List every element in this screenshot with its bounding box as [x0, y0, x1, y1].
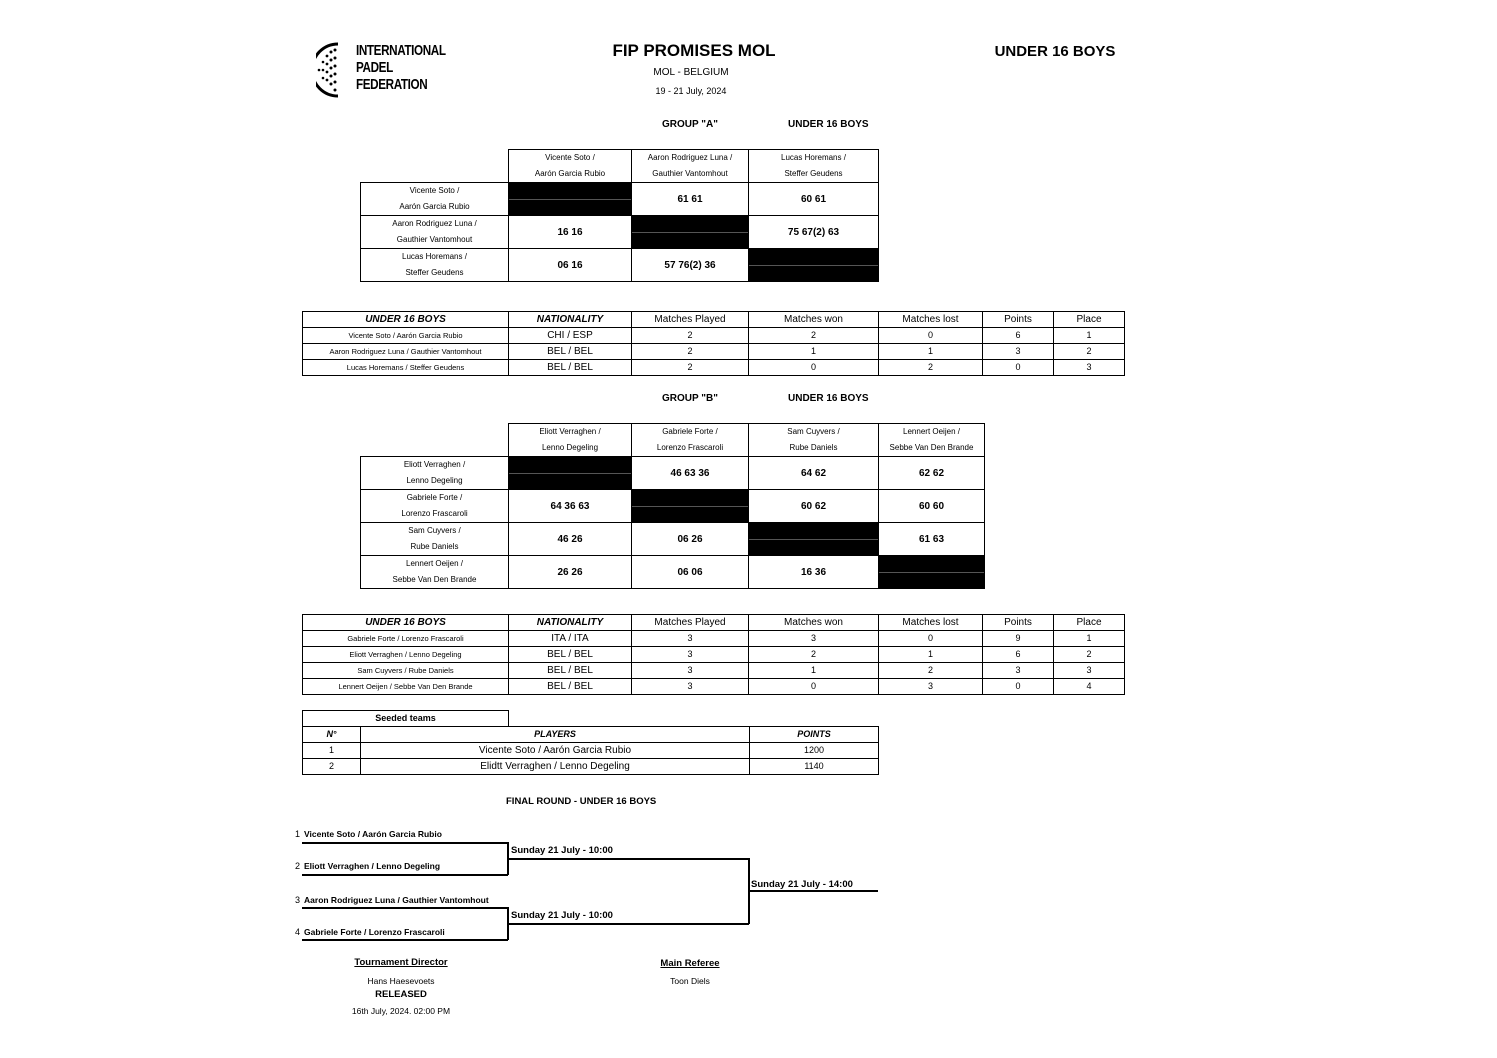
result-cell: 57 76(2) 36: [632, 249, 749, 282]
group-a-col-2: Aaron Rodriguez Luna / Gauthier Vantomhout: [632, 150, 749, 183]
self-match-cell: [509, 183, 632, 216]
bracket-line: [302, 842, 508, 844]
result-cell: 60 60: [879, 490, 985, 523]
group-a-col-3: Lucas Horemans / Steffer Geudens: [749, 150, 879, 183]
result-cell: 60 61: [749, 183, 879, 216]
referee-title: Main Referee: [660, 958, 720, 969]
bracket-entry-4: 4 Gabriele Forte / Lorenzo Frascaroli: [295, 927, 445, 937]
result-cell: 46 63 36: [632, 457, 749, 490]
result-cell: 62 62: [879, 457, 985, 490]
standings-header: Matches Played: [632, 615, 749, 631]
seeded-header: PLAYERS: [361, 727, 750, 743]
group-a-row-2: Aaron Rodriguez Luna / Gauthier Vantomhout: [361, 216, 509, 249]
table-row: Sam Cuyvers / Rube Daniels BEL / BEL 3 1 2 3 3: [303, 663, 1125, 679]
standings-header: Points: [983, 312, 1054, 328]
seeded-title: Seeded teams: [303, 711, 509, 727]
final-time: Sunday 21 July - 14:00: [751, 879, 853, 890]
result-cell: 16 36: [749, 556, 879, 589]
result-cell: 60 62: [749, 490, 879, 523]
standings-header: UNDER 16 BOYS: [303, 615, 509, 631]
result-cell: 64 36 63: [509, 490, 632, 523]
group-b-row-1: Eliott Verraghen / Lenno Degeling: [361, 457, 509, 490]
seeded-header: POINTS: [750, 727, 879, 743]
table-row: Eliott Verraghen / Lenno Degeling BEL / BEL 3 2 1 6 2: [303, 647, 1125, 663]
group-b-label: GROUP "B": [662, 393, 718, 404]
bracket-entry-2: 2 Eliott Verraghen / Lenno Degeling: [295, 861, 441, 871]
logo-line-2: PADEL: [356, 59, 393, 76]
bracket-line: [302, 939, 508, 941]
result-cell: 06 06: [632, 556, 749, 589]
result-cell: 64 62: [749, 457, 879, 490]
standings-header: NATIONALITY: [509, 312, 632, 328]
group-b-col-2: Gabriele Forte / Lorenzo Frascaroli: [632, 424, 749, 457]
tournament-dates: 19 - 21 July, 2024: [655, 86, 727, 96]
result-cell: 61 63: [879, 523, 985, 556]
bracket-line: [749, 890, 878, 892]
group-a-standings: [302, 311, 1125, 376]
bracket-line: [508, 858, 749, 860]
category-title: UNDER 16 BOYS: [994, 43, 1116, 60]
result-cell: 75 67(2) 63: [749, 216, 879, 249]
standings-header: Matches won: [749, 615, 879, 631]
director-title: Tournament Director: [354, 957, 448, 968]
fip-logo: [316, 40, 446, 100]
seeded-header: N°: [303, 727, 361, 743]
self-match-cell: [632, 216, 749, 249]
bracket-line: [302, 874, 508, 876]
table-row: Lucas Horemans / Steffer Geudens BEL / BEL 2 0 2 0 3: [303, 360, 1125, 376]
group-a-col-1: Vicente Soto / Aarón Garcia Rubio: [509, 150, 632, 183]
group-a-category: UNDER 16 BOYS: [788, 119, 869, 130]
result-cell: 16 16: [509, 216, 632, 249]
table-row: Aaron Rodriguez Luna / Gauthier Vantomhout BEL / BEL 2 1 1 3 2: [303, 344, 1125, 360]
tournament-title: FIP PROMISES MOL: [612, 41, 776, 60]
bracket-line: [302, 907, 508, 909]
released-date: 16th July, 2024. 02:00 PM: [351, 1006, 451, 1016]
bracket-line: [508, 923, 749, 925]
standings-header: UNDER 16 BOYS: [303, 312, 509, 328]
group-b-col-3: Sam Cuyvers / Rube Daniels: [749, 424, 879, 457]
logo-line-1: INTERNATIONAL: [356, 42, 446, 59]
released-label: RELEASED: [375, 989, 427, 1000]
result-cell: 61 61: [632, 183, 749, 216]
referee-name: Toon Diels: [670, 976, 710, 986]
semifinal-2-time: Sunday 21 July - 10:00: [511, 910, 613, 921]
tournament-location: MOL - BELGIUM: [653, 67, 729, 78]
table-row: Vicente Soto / Aarón Garcia Rubio CHI / ESP 2 2 0 6 1: [303, 328, 1125, 344]
group-b-col-1: Eliott Verraghen / Lenno Degeling: [509, 424, 632, 457]
group-a-label: GROUP "A": [662, 119, 718, 130]
standings-header: Place: [1054, 312, 1125, 328]
group-b-category: UNDER 16 BOYS: [788, 393, 869, 404]
group-b-row-4: Lennert Oeijen / Sebbe Van Den Brande: [361, 556, 509, 589]
group-a-row-3: Lucas Horemans / Steffer Geudens: [361, 249, 509, 282]
self-match-cell: [632, 490, 749, 523]
self-match-cell: [749, 249, 879, 282]
group-b-row-2: Gabriele Forte / Lorenzo Frascaroli: [361, 490, 509, 523]
table-row: Lennert Oeijen / Sebbe Van Den Brande BEL / BEL 3 0 3 0 4: [303, 679, 1125, 695]
group-b-standings: [302, 614, 1125, 695]
result-cell: 26 26: [509, 556, 632, 589]
result-cell: 46 26: [509, 523, 632, 556]
standings-header: Place: [1054, 615, 1125, 631]
table-row: 1 Vicente Soto / Aarón Garcia Rubio 1200: [303, 743, 879, 759]
group-a-matrix: [360, 149, 879, 282]
group-a-row-1: Vicente Soto / Aarón Garcia Rubio: [361, 183, 509, 216]
fip-logo-mark-icon: [316, 40, 356, 100]
self-match-cell: [879, 556, 985, 589]
result-cell: 06 26: [632, 523, 749, 556]
bracket-entry-3: 3 Aaron Rodriguez Luna / Gauthier Vantomhout: [295, 895, 489, 905]
seeded-table: [302, 726, 879, 775]
standings-header: NATIONALITY: [509, 615, 632, 631]
final-round-title: FINAL ROUND - UNDER 16 BOYS: [506, 796, 657, 807]
standings-header: Matches Played: [632, 312, 749, 328]
semifinal-1-time: Sunday 21 July - 10:00: [511, 845, 613, 856]
seeded-title-table: [302, 710, 509, 727]
self-match-cell: [509, 457, 632, 490]
self-match-cell: [749, 523, 879, 556]
logo-line-3: FEDERATION: [356, 76, 428, 93]
standings-header: Matches lost: [879, 312, 983, 328]
standings-header: Points: [983, 615, 1054, 631]
bracket-entry-1: 1 Vicente Soto / Aarón Garcia Rubio: [295, 829, 442, 839]
standings-header: Matches won: [749, 312, 879, 328]
group-b-col-4: Lennert Oeijen / Sebbe Van Den Brande: [879, 424, 985, 457]
table-row: 2 Elidtt Verraghen / Lenno Degeling 1140: [303, 759, 879, 775]
group-b-matrix: [360, 423, 985, 589]
group-b-row-3: Sam Cuyvers / Rube Daniels: [361, 523, 509, 556]
table-row: Gabriele Forte / Lorenzo Frascaroli ITA / ITA 3 3 0 9 1: [303, 631, 1125, 647]
director-name: Hans Haesevoets: [367, 976, 435, 986]
result-cell: 06 16: [509, 249, 632, 282]
standings-header: Matches lost: [879, 615, 983, 631]
